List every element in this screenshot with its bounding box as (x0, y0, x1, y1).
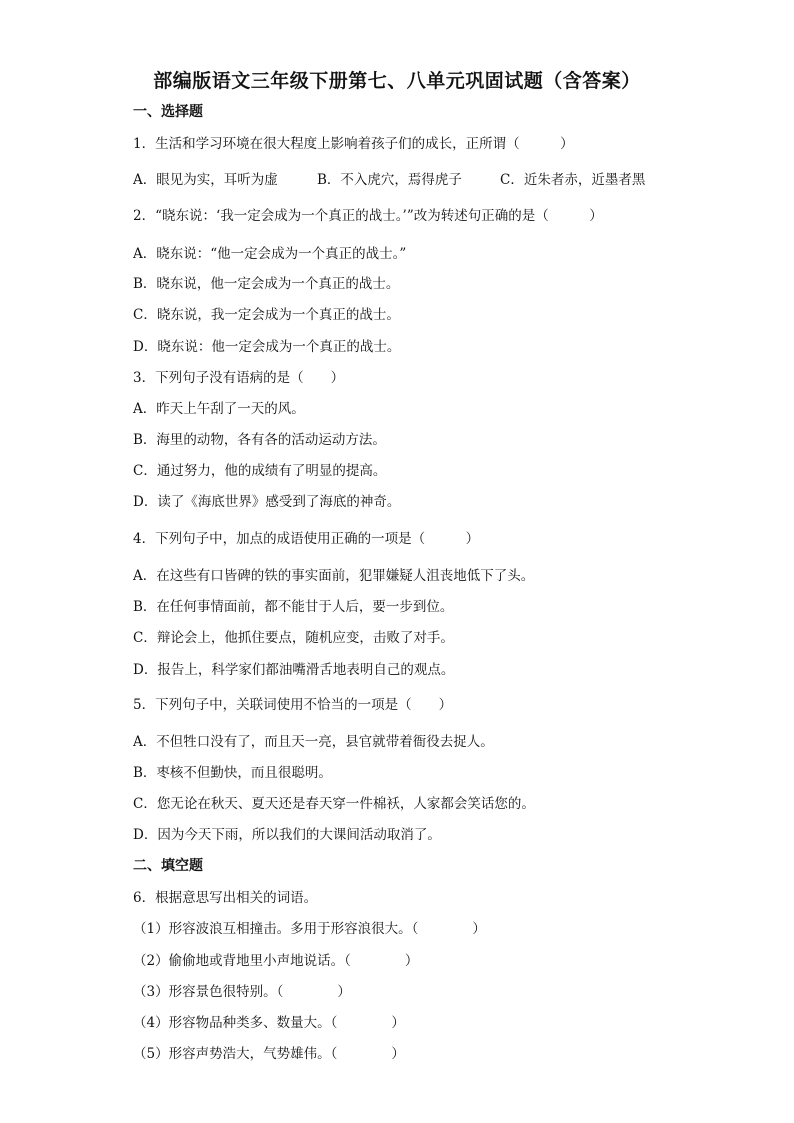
question-5-option-a: A．不但牲口没有了，而且天一亮，县官就带着衙役去捉人。 (133, 734, 494, 750)
question-6-item: （5）形容声势浩大，气势雄伟。（ ） (133, 1046, 405, 1062)
document-title: 部编版语文三年级下册第七、八单元巩固试题（含答案） (153, 70, 641, 92)
question-2-option-b: B．晓东说，他一定会成为一个真正的战士。 (133, 276, 400, 292)
question-5-option-c: C．您无论在秋天、夏天还是春天穿一件棉袄，人家都会笑话您的。 (133, 796, 535, 812)
section-heading-fill: 二、填空题 (133, 858, 203, 874)
question-1-option-c: C．近朱者赤，近墨者黑 (500, 172, 646, 188)
question-3-option-a: A．昨天上午刮了一天的风。 (133, 401, 305, 417)
section-heading-choice: 一、选择题 (133, 104, 203, 120)
question-4-option-b: B．在任何事情面前，都不能甘于人后，要一步到位。 (133, 599, 454, 615)
question-6-item: （2）偷偷地或背地里小声地说话。（ ） (133, 953, 419, 969)
question-2-stem: 2．“晓东说：‘我一定会成为一个真正的战士。’”改为转述句正确的是（ ） (133, 208, 603, 224)
question-6-stem: 6．根据意思写出相关的词语。 (133, 890, 318, 906)
question-2-option-a: A．晓东说：“他一定会成为一个真正的战士。” (133, 246, 407, 262)
question-3-option-d: D．读了《海底世界》感受到了海底的神奇。 (133, 494, 401, 510)
question-3-option-c: C．通过努力，他的成绩有了明显的提高。 (133, 463, 387, 479)
question-1-stem: 1．生活和学习环境在很大程度上影响着孩子们的成长，正所谓（ ） (133, 136, 574, 152)
question-2-option-c: C．晓东说，我一定会成为一个真正的战士。 (133, 307, 400, 323)
question-4-option-a: A．在这些有口皆碑的铁的事实面前，犯罪嫌疑人沮丧地低下了头。 (133, 568, 535, 584)
question-3-option-b: B．海里的动物，各有各的活动运动方法。 (133, 432, 386, 448)
question-6-item: （1）形容波浪互相撞击。多用于形容浪很大。（ ） (133, 921, 486, 937)
question-1-options (133, 171, 645, 189)
question-3-stem: 3．下列句子没有语病的是（ ） (133, 370, 345, 386)
question-1-option-b: B．不入虎穴，焉得虎子 (317, 172, 462, 188)
question-5-option-d: D．因为今天下雨，所以我们的大课间活动取消了。 (133, 827, 441, 843)
question-5-stem: 5．下列句子中，关联词使用不恰当的一项是（ ） (133, 697, 453, 713)
question-4-option-c: C．辩论会上，他抓住要点，随机应变，击败了对手。 (133, 630, 454, 646)
question-6-item: （4）形容物品种类多、数量大。（ ） (133, 1015, 405, 1031)
question-2-option-d: D．晓东说：他一定会成为一个真正的战士。 (133, 339, 401, 355)
question-4-option-d: D．报告上，科学家们都油嘴滑舌地表明自己的观点。 (133, 662, 455, 678)
question-5-option-b: B．枣核不但勤快，而且很聪明。 (133, 765, 332, 781)
question-4-stem: 4．下列句子中，加点的成语使用正确的一项是（ ） (133, 531, 480, 547)
question-6-item: （3）形容景色很特别。（ ） (133, 984, 351, 1000)
question-1-option-a: A．眼见为实，耳听为虚 (133, 172, 278, 188)
